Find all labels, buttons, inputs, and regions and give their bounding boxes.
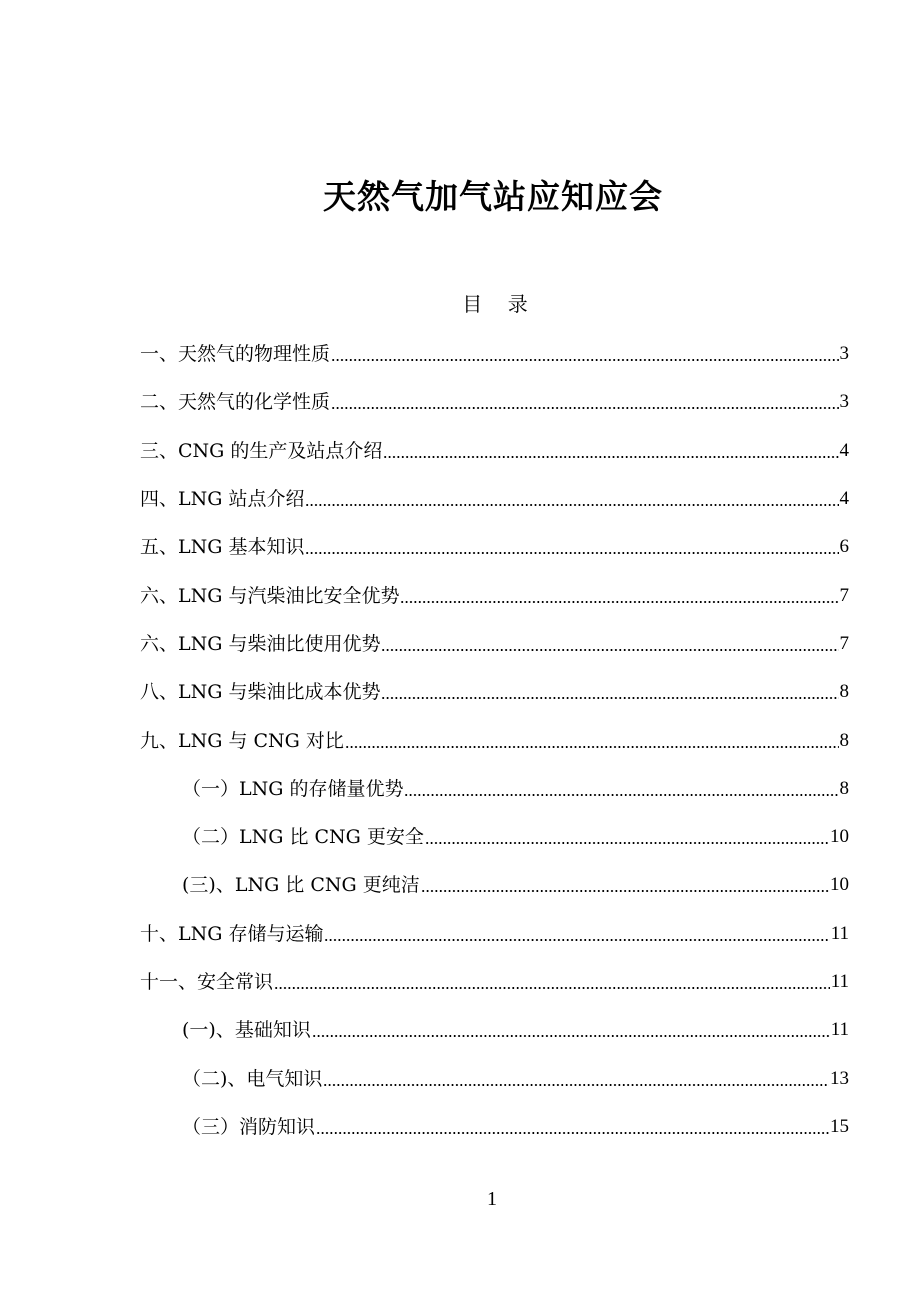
- toc-subentry[interactable]: [140, 1103, 849, 1151]
- dot-leader: [425, 841, 829, 846]
- toc-subentry[interactable]: [140, 765, 849, 813]
- toc-entry-page: 7: [839, 584, 849, 606]
- toc-entry[interactable]: [140, 475, 849, 523]
- toc-entry-page: 3: [839, 391, 849, 413]
- toc-entry-label: (三)、LNG 比 CNG 更纯洁: [182, 874, 420, 897]
- toc-entry-label: 六、LNG 与汽柴油比安全优势: [140, 584, 400, 607]
- toc-entry-page: 11: [830, 1019, 849, 1041]
- toc-entry[interactable]: [140, 523, 849, 571]
- toc-entry-label: 二、天然气的化学性质: [140, 391, 331, 414]
- dot-leader: [305, 551, 838, 556]
- toc-entry-label: 八、LNG 与柴油比成本优势: [140, 681, 381, 704]
- toc-entry-label: 五、LNG 基本知识: [140, 536, 305, 559]
- toc-entry[interactable]: [140, 378, 849, 426]
- toc-entry[interactable]: [140, 427, 849, 475]
- toc-entry-page: 4: [839, 488, 849, 510]
- dot-leader: [331, 358, 838, 363]
- dot-leader: [381, 647, 838, 652]
- toc-subentry[interactable]: [140, 813, 849, 861]
- toc-entry[interactable]: [140, 910, 849, 958]
- toc-entry-page: 11: [830, 922, 849, 944]
- dot-leader: [331, 406, 838, 411]
- dot-leader: [274, 986, 830, 991]
- toc-entry-label: 六、LNG 与柴油比使用优势: [140, 632, 381, 655]
- toc-entry-page: 10: [830, 874, 849, 896]
- toc-subentry[interactable]: [140, 1054, 849, 1102]
- toc-entry[interactable]: [140, 958, 849, 1006]
- toc-subentry[interactable]: [140, 1006, 849, 1054]
- toc-entry[interactable]: [140, 716, 849, 764]
- toc-entry-page: 7: [839, 632, 849, 654]
- toc-entry-label: 九、LNG 与 CNG 对比: [140, 729, 344, 752]
- toc-entry[interactable]: [140, 330, 849, 378]
- dot-leader: [312, 1034, 830, 1039]
- toc-entry-label: 四、LNG 站点介绍: [140, 488, 305, 511]
- toc-entry[interactable]: [140, 668, 849, 716]
- toc-entry[interactable]: [140, 571, 849, 619]
- dot-leader: [316, 1130, 829, 1135]
- table-of-contents: [140, 330, 849, 1151]
- toc-entry-label: 三、CNG 的生产及站点介绍: [140, 439, 383, 462]
- toc-entry-page: 15: [830, 1115, 849, 1137]
- toc-entry-label: （二）LNG 比 CNG 更安全: [182, 826, 424, 849]
- toc-entry-label: 十、LNG 存储与运输: [140, 922, 324, 945]
- dot-leader: [345, 744, 839, 749]
- toc-entry-label: （三）消防知识: [182, 1115, 316, 1138]
- toc-entry-page: 8: [839, 681, 849, 703]
- dot-leader: [383, 454, 838, 459]
- toc-entry-label: （二)、电气知识: [182, 1067, 323, 1090]
- dot-leader: [323, 1082, 829, 1087]
- toc-entry-page: 8: [839, 777, 849, 799]
- dot-leader: [381, 696, 838, 701]
- dot-leader: [324, 937, 829, 942]
- page-number: 1: [487, 1188, 497, 1210]
- toc-entry-page: 11: [830, 971, 849, 992]
- toc-entry-label: （一）LNG 的存储量优势: [182, 777, 404, 800]
- dot-leader: [404, 792, 838, 797]
- dot-leader: [400, 599, 838, 604]
- toc-entry-page: 13: [830, 1067, 849, 1089]
- toc-entry-label: 一、天然气的物理性质: [140, 343, 331, 366]
- toc-entry-page: 10: [830, 826, 849, 848]
- toc-entry-label: 十一、安全常识: [140, 971, 274, 993]
- toc-entry-page: 8: [839, 729, 849, 751]
- toc-subentry[interactable]: [140, 861, 849, 909]
- toc-entry-page: 4: [839, 439, 849, 461]
- toc-entry-page: 6: [839, 536, 849, 558]
- toc-entry[interactable]: [140, 620, 849, 668]
- toc-entry-label: (一)、基础知识: [182, 1019, 311, 1042]
- document-title: 天然气加气站应知应会: [323, 177, 663, 216]
- dot-leader: [305, 503, 838, 508]
- dot-leader: [421, 889, 829, 894]
- toc-entry-page: 3: [839, 343, 849, 365]
- toc-heading: 目 录: [462, 292, 528, 316]
